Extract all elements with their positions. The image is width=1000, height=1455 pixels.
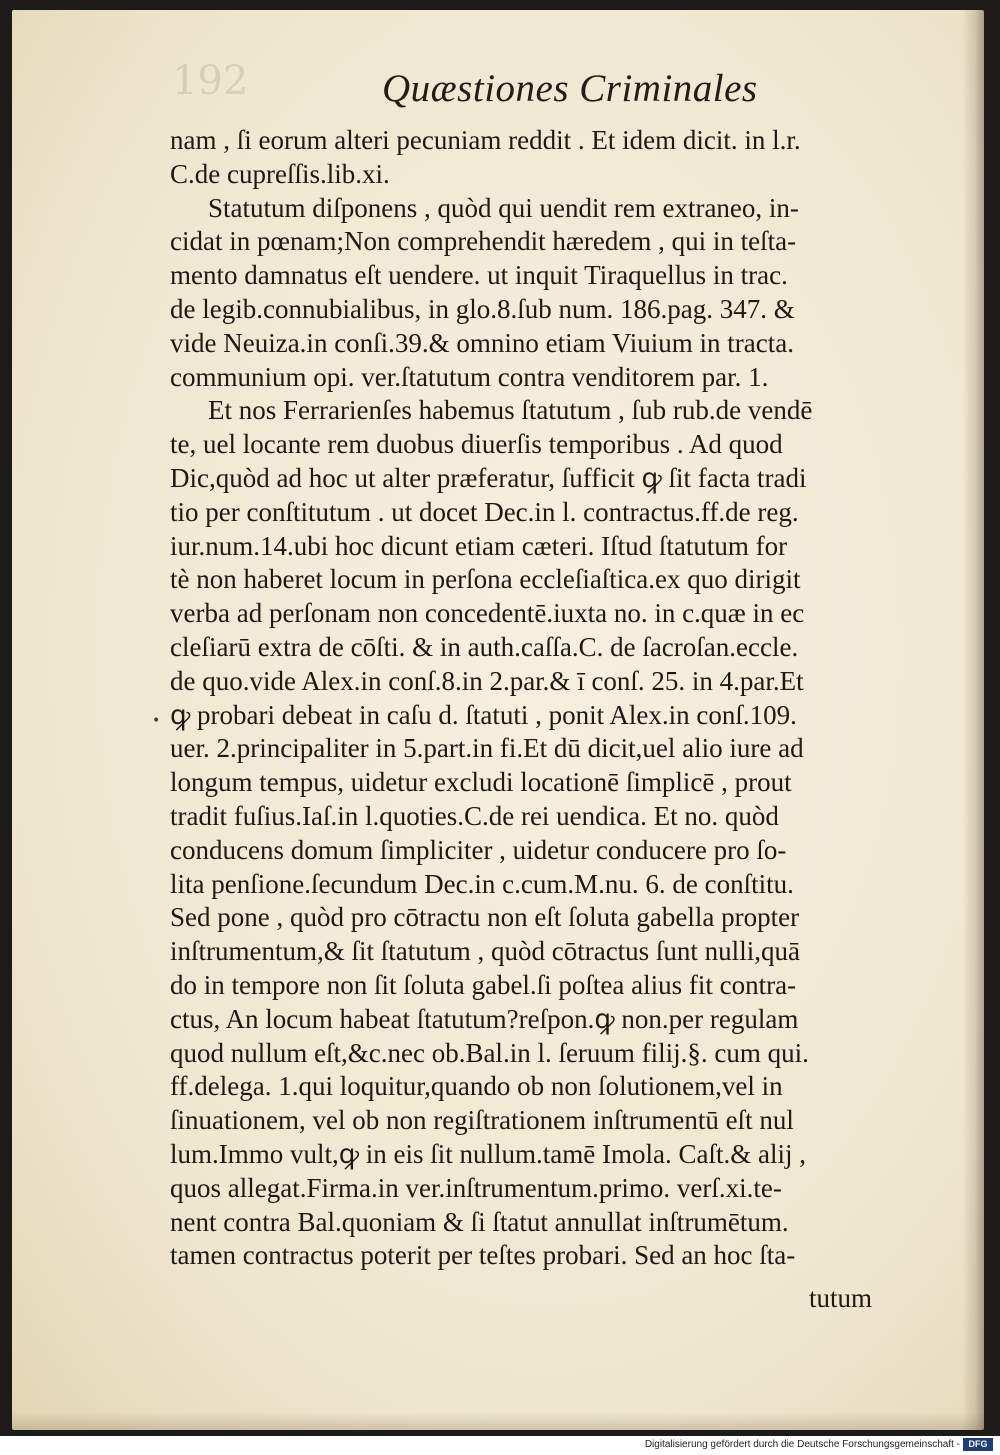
text-line: quod nullum eſt,&c.nec ob.Bal.in l. ſeruum filij.§. cum qui. <box>170 1037 809 1068</box>
text-line: de quo.vide Alex.in conſ.8.in 2.par.& ī conſ. 25. in 4.par.Et <box>170 665 804 696</box>
text-line: ſinuationem, vel ob non regiſtrationem inſtrumentū eſt nul <box>170 1105 794 1136</box>
text-line: lum.Immo vult,ꝙ in eis ſit nullum.tamē Imola. Caſt.& alij , <box>170 1138 806 1169</box>
text-line: vide Neuiza.in conſi.39.& omnino etiam Viuium in tracta. <box>170 327 794 358</box>
text-line: iur.num.14.ubi hoc dicunt etiam cæteri. Iſtud ſtatutum for <box>170 530 788 561</box>
text-line: Dic,quòd ad hoc ut alter præferatur, ſufficit ꝙ ſit facta tradi <box>170 462 807 493</box>
body-text <box>170 124 940 1273</box>
text-line: de legib.connubialibus, in glo.8.ſub num. 186.pag. 347. & <box>170 293 795 324</box>
dfg-logo: DFG <box>963 1438 993 1451</box>
text-line: ff.delega. 1.qui loquitur,quando ob non ſolutionem,vel in <box>170 1071 783 1102</box>
text-line: uer. 2.principaliter in 5.part.in fi.Et dū dicit,uel alio iure ad <box>170 733 804 764</box>
text-line: ꝙ probari debeat in caſu d. ſtatuti , ponit Alex.in conſ.109. <box>170 699 797 730</box>
text-line: C.de cupreſſis.lib.xi. <box>170 158 390 189</box>
text-line: verba ad perſonam non concedentē.iuxta no. in c.quæ in ec <box>170 598 805 629</box>
text-line: nent contra Bal.quoniam & ſi ſtatut annullat inſtrumētum. <box>170 1206 789 1237</box>
text-line: cleſiarū extra de cōſti. & in auth.caſſa.C. de ſacroſan.eccle. <box>170 631 799 662</box>
bleed-through-page-number: 192 <box>172 58 249 104</box>
text-line: do in tempore non ſit ſoluta gabel.ſi poſtea alius fit contra- <box>170 969 797 1000</box>
text-line: tamen contractus poterit per teſtes probari. Sed an hoc ſta- <box>170 1240 796 1271</box>
text-line: ctus, An locum habeat ſtatutum?reſpon.ꝙ non.per regulam <box>170 1003 799 1034</box>
footer-credit: Digitalisierung gefördert durch die Deutsche Forschungsgemeinschaft - <box>644 1439 960 1450</box>
text-line: te, uel locante rem duobus diuerſis temporibus . Ad quod <box>170 429 783 460</box>
text-line: Statutum diſponens , quòd qui uendit rem extraneo, in- <box>208 192 799 223</box>
text-line: longum tempus, uidetur excludi locationē ſimplicē , prout <box>170 767 792 798</box>
margin-mark: • <box>152 713 161 729</box>
text-line: quos allegat.Firma.in ver.inſtrumentum.primo. verſ.xi.te- <box>170 1172 782 1203</box>
text-line: mento damnatus eſt uendere. ut inquit Tiraquellus in trac. <box>170 260 788 291</box>
text-line: cidat in pœnam;Non comprehendit hæredem , qui in teſta- <box>170 226 797 257</box>
text-line: tradit fuſius.Iaſ.in l.quoties.C.de rei uendica. Et no. quòd <box>170 800 779 831</box>
text-line: conducens domum ſimpliciter , uidetur conducere pro ſo- <box>170 834 787 865</box>
text-line: communium opi. ver.ſtatutum contra venditorem par. 1. <box>170 361 769 392</box>
running-head: Quæstiones Criminales <box>382 67 758 110</box>
text-line: tè non haberet locum in perſona eccleſiaſtica.ex quo dirigit <box>170 564 801 595</box>
catchword: tutum <box>809 1283 873 1313</box>
text-line: inſtrumentum,& ſit ſtatutum , quòd cōtractus ſunt nulli,quā <box>170 936 800 967</box>
text-line: Et nos Ferrarienſes habemus ſtatutum , ſub rub.de vendē <box>208 395 813 426</box>
text-line: nam , ſi eorum alteri pecuniam reddit . Et idem dicit. in l.r. <box>170 125 801 155</box>
text-line: tio per conſtitutum . ut docet Dec.in l. contractus.ff.de reg. <box>170 496 799 527</box>
text-line: Sed pone , quòd pro cōtractu non eſt ſoluta gabella propter <box>170 902 800 933</box>
page-bottom-shadow <box>12 1412 984 1430</box>
text-line: lita penſione.ſecundum Dec.in c.cum.M.nu. 6. de conſtitu. <box>170 868 794 899</box>
page-gutter-shadow <box>962 10 984 1430</box>
